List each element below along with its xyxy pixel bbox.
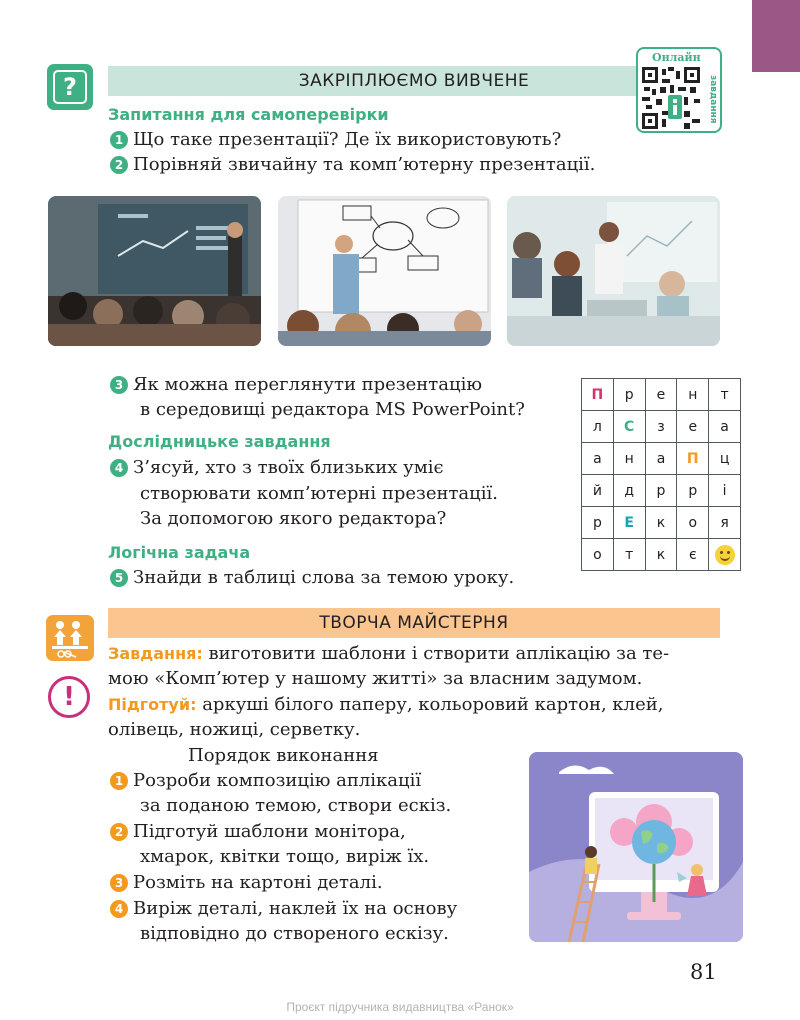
grid-cell: П — [677, 443, 709, 475]
logic-line-1: Знайди в таблиці слова за темою уроку. — [133, 567, 515, 588]
number-badge: 2 — [110, 156, 128, 174]
question-3-line-2: в середовищі редактора MS PowerPoint? — [140, 399, 525, 420]
task-line-1: виготовити шаблони і створити аплікацію за те- — [202, 643, 670, 664]
grid-cell: Е — [613, 507, 645, 539]
grid-cell: к — [645, 507, 677, 539]
question-1-text: Що таке презентації? Де їх використовують? — [133, 129, 562, 150]
number-badge: 1 — [110, 772, 128, 790]
prep-label: Підготуй: — [108, 695, 197, 714]
grid-cell: я — [709, 507, 741, 539]
grid-cell: і — [709, 475, 741, 507]
question-2-text: Порівняй звичайну та комп’ютерну презентації. — [133, 154, 596, 175]
grid-row — [582, 411, 741, 443]
research-line-1: З’ясуй, хто з твоїх близьких уміє — [133, 457, 444, 478]
grid-cell: р — [582, 507, 614, 539]
step-4 — [110, 897, 457, 921]
photo-presentation-screen — [48, 196, 261, 346]
grid-cell-smiley — [709, 539, 741, 571]
number-badge: 4 — [110, 900, 128, 918]
grid-cell: р — [677, 475, 709, 507]
order-title: Порядок виконання — [188, 745, 379, 766]
applique-illustration — [529, 752, 743, 942]
step-2-line-2: хмарок, квітки тощо, виріж їх. — [140, 846, 430, 867]
grid-cell: ц — [709, 443, 741, 475]
prep-line-1: аркуші білого паперу, кольоровий картон, клей, — [196, 694, 664, 715]
task-label: Завдання: — [108, 644, 203, 663]
grid-cell: й — [582, 475, 614, 507]
grid-cell: є — [677, 539, 709, 571]
footer-note: Проєкт підручника видавництва «Ранок» — [286, 1000, 514, 1014]
grid-cell: з — [645, 411, 677, 443]
step-4-line-1: Виріж деталі, наклей їх на основу — [133, 898, 458, 919]
grid-cell: о — [677, 507, 709, 539]
grid-cell: д — [613, 475, 645, 507]
page-number: 81 — [690, 960, 717, 984]
number-badge: 4 — [110, 459, 128, 477]
grid-cell: С — [613, 411, 645, 443]
step-4-line-2: відповідно до створеного ескізу. — [140, 923, 449, 944]
grid-cell: н — [613, 443, 645, 475]
grid-cell: т — [709, 379, 741, 411]
exclamation-icon: ! — [48, 676, 90, 718]
smiley-icon — [715, 545, 735, 565]
chapter-tab — [752, 0, 800, 72]
grid-row — [582, 507, 741, 539]
logic-task — [110, 566, 514, 590]
question-3 — [110, 373, 482, 397]
number-badge: 1 — [110, 131, 128, 149]
section-title-workshop: ТВОРЧА МАЙСТЕРНЯ — [108, 608, 720, 638]
grid-cell: е — [645, 379, 677, 411]
grid-row — [582, 539, 741, 571]
step-3-line-1: Розміть на картоні деталі. — [133, 872, 383, 893]
prep-line-2: олівець, ножиці, серветку. — [108, 719, 361, 740]
grid-row — [582, 379, 741, 411]
qr-code-icon — [642, 67, 700, 129]
question-3-line-1: Як можна переглянути презентацію — [133, 374, 482, 395]
grid-cell: л — [582, 411, 614, 443]
research-heading: Дослідницьке завдання — [108, 432, 331, 451]
step-1 — [110, 769, 421, 793]
research-task — [110, 456, 444, 480]
question-2 — [110, 153, 595, 177]
grid-cell: н — [677, 379, 709, 411]
qr-online-label: Онлайн — [652, 51, 701, 64]
grid-cell: а — [709, 411, 741, 443]
grid-cell: р — [645, 475, 677, 507]
grid-cell: а — [645, 443, 677, 475]
grid-cell: а — [582, 443, 614, 475]
workshop-prep — [108, 693, 663, 717]
logic-heading: Логічна задача — [108, 543, 251, 562]
step-2-line-1: Підготуй шаблони монітора, — [133, 821, 406, 842]
question-icon: ? — [47, 64, 93, 110]
grid-cell: е — [677, 411, 709, 443]
grid-cell: о — [582, 539, 614, 571]
question-1 — [110, 128, 561, 152]
grid-row — [582, 475, 741, 507]
grid-row — [582, 443, 741, 475]
grid-cell: р — [613, 379, 645, 411]
workshop-icon — [46, 615, 94, 661]
photo-meeting — [507, 196, 720, 346]
qr-code-block[interactable] — [636, 47, 722, 133]
photo-whiteboard — [278, 196, 491, 346]
number-badge: 2 — [110, 823, 128, 841]
number-badge: 3 — [110, 376, 128, 394]
step-1-line-2: за поданою темою, створи ескіз. — [140, 795, 452, 816]
grid-cell: к — [645, 539, 677, 571]
grid-cell: т — [613, 539, 645, 571]
number-badge: 3 — [110, 874, 128, 892]
grid-cell: П — [582, 379, 614, 411]
task-line-2: мою «Комп’ютер у нашому житті» за власним задумом. — [108, 668, 643, 689]
workshop-task — [108, 642, 669, 666]
section-title-review: ЗАКРІПЛЮЄМО ВИВЧЕНЕ — [108, 66, 720, 96]
qr-tasks-label: завдання — [708, 74, 718, 124]
step-2 — [110, 820, 406, 844]
step-3 — [110, 871, 383, 895]
word-search-grid — [581, 378, 741, 571]
self-check-heading: Запитання для самоперевірки — [108, 105, 389, 124]
step-1-line-1: Розроби композицію аплікації — [133, 770, 422, 791]
number-badge: 5 — [110, 569, 128, 587]
research-line-2: створювати комп’ютерні презентації. — [140, 483, 498, 504]
research-line-3: За допомогою якого редактора? — [140, 508, 447, 529]
